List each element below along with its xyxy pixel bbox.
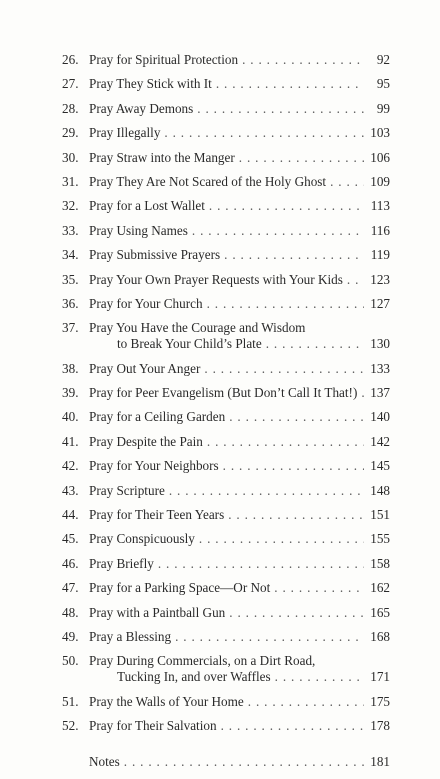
toc-entry (62, 409, 390, 425)
toc-entry-number: 31. (62, 173, 79, 189)
dot-leader (248, 694, 364, 710)
dot-leader (192, 223, 364, 239)
toc-entry (62, 101, 390, 117)
toc-entry-number: 43. (62, 482, 79, 498)
toc-notes-label: Notes (89, 754, 120, 770)
toc-entry (62, 531, 390, 547)
dot-leader (199, 531, 364, 547)
toc-entry-number: 40. (62, 409, 79, 425)
toc-entry (62, 718, 390, 734)
toc-entry-title: Pray Illegally (89, 125, 161, 141)
toc-entry-title: Pray Away Demons (89, 100, 194, 116)
dot-leader (209, 198, 364, 214)
toc-entry-number: 27. (62, 76, 79, 92)
toc-entry-title: Pray Submissive Prayers (89, 247, 221, 263)
toc-entry-title: Pray for Spiritual Protection (89, 52, 239, 67)
toc-entry-number: 39. (62, 385, 79, 401)
toc-entry (62, 629, 390, 645)
dot-leader (229, 605, 364, 621)
toc-entry-title: Pray for Their Teen Years (89, 507, 225, 523)
dot-leader (216, 76, 364, 92)
toc-entry-number: 28. (62, 100, 79, 116)
toc-entry (62, 296, 390, 312)
toc-entry-page: 168 (370, 628, 390, 644)
toc-entry-number: 29. (62, 125, 79, 141)
dot-leader (223, 458, 364, 474)
toc-entry (62, 76, 390, 92)
toc-entry-page: 109 (370, 173, 390, 189)
toc-entry (62, 223, 390, 239)
toc-entry-title: Pray Straw into the Manger (89, 149, 235, 165)
toc-entry (62, 320, 390, 352)
toc-entry-title: Pray Briefly (89, 555, 154, 571)
toc-entry-page: 151 (370, 507, 390, 523)
dot-leader (207, 296, 364, 312)
toc-entry-title: Pray for Your Neighbors (89, 458, 219, 474)
toc-entry-number: 51. (62, 693, 79, 709)
dot-leader (242, 52, 364, 68)
toc-entry-title: Pray They Are Not Scared of the Holy Ghost (89, 173, 327, 189)
toc-entry-number: 42. (62, 458, 79, 474)
toc-entry-number: 46. (62, 555, 79, 571)
toc-notes-page: 181 (370, 754, 390, 770)
toc-entry (62, 52, 390, 68)
toc-entry-title: Tucking In, and over Waffles (117, 669, 271, 685)
toc-entry (62, 272, 390, 288)
toc-entry-page: 119 (370, 247, 390, 263)
toc-entry (62, 361, 390, 377)
toc-entry-number: 26. (62, 52, 79, 67)
toc-entry (62, 198, 390, 214)
toc-entry-page: 92 (376, 52, 390, 67)
dot-leader (239, 150, 364, 166)
toc-entry (62, 385, 390, 401)
dot-leader (175, 629, 364, 645)
dot-leader (224, 247, 364, 263)
toc-entry-page: 99 (376, 100, 390, 116)
table-of-contents (62, 52, 390, 779)
toc-entry-title: Pray During Commercials, on a Dirt Road, (89, 653, 316, 669)
toc-entry-title: Pray for Peer Evangelism (But Don’t Call It That!) (89, 385, 358, 401)
toc-entry-number: 50. (62, 653, 79, 669)
toc-entry (62, 150, 390, 166)
toc-entry-title: to Break Your Child’s Plate (117, 336, 262, 352)
dot-leader (204, 361, 364, 377)
toc-entry-page: 137 (370, 385, 390, 401)
toc-entry (62, 507, 390, 523)
toc-entry-page: 133 (370, 360, 390, 376)
toc-entry-title: Pray Scripture (89, 482, 165, 498)
toc-entry-number: 30. (62, 149, 79, 165)
toc-entry (62, 458, 390, 474)
toc-entry-page: 175 (370, 693, 390, 709)
toc-entry-number: 47. (62, 580, 79, 596)
toc-entry-number: 36. (62, 295, 79, 311)
toc-entry-title: Pray Out Your Anger (89, 360, 201, 376)
toc-entry-title: Pray You Have the Courage and Wisdom (89, 320, 306, 336)
toc-entry-page: 130 (370, 336, 390, 352)
toc-entry-title: Pray They Stick with It (89, 76, 212, 92)
toc-entry-number: 49. (62, 628, 79, 644)
toc-entry-number: 52. (62, 718, 79, 734)
toc-entry (62, 174, 390, 190)
toc-entry-page: 178 (370, 718, 390, 734)
toc-entry-number: 44. (62, 507, 79, 523)
toc-entry (62, 434, 390, 450)
toc-entry-number: 48. (62, 604, 79, 620)
toc-entry-page: 95 (376, 76, 390, 92)
toc-entry-number: 35. (62, 271, 79, 287)
dot-leader (197, 101, 364, 117)
toc-entry (62, 653, 390, 685)
toc-entry-title: Pray with a Paintball Gun (89, 604, 226, 620)
toc-entry (62, 483, 390, 499)
toc-entry-number: 45. (62, 531, 79, 547)
toc-entry-title: Pray for Your Church (89, 295, 203, 311)
toc-entry-title: Pray for a Lost Wallet (89, 198, 205, 214)
toc-entry-page: 140 (370, 409, 390, 425)
dot-leader (347, 272, 364, 288)
toc-entry-page: 103 (370, 125, 390, 141)
toc-entry-page: 145 (370, 458, 390, 474)
dot-leader (266, 336, 364, 352)
toc-entry-title: Pray Your Own Prayer Requests with Your Kids (89, 271, 343, 287)
toc-entry (62, 580, 390, 596)
toc-entry-title: Pray Using Names (89, 222, 188, 238)
dot-leader (275, 669, 364, 685)
dot-leader (228, 507, 364, 523)
dot-leader (169, 483, 364, 499)
toc-entry-title: Pray for Their Salvation (89, 718, 217, 734)
toc-entry-page: 165 (370, 604, 390, 620)
dot-leader (158, 556, 364, 572)
toc-entry-page: 127 (370, 295, 390, 311)
dot-leader (229, 409, 364, 425)
toc-entry-page: 123 (370, 271, 390, 287)
toc-entry-number: 34. (62, 247, 79, 263)
toc-entry (62, 125, 390, 141)
toc-entry-page: 113 (370, 198, 390, 214)
dot-leader (274, 580, 364, 596)
toc-entry-page: 171 (370, 669, 390, 685)
toc-entry-number: 33. (62, 222, 79, 238)
toc-entry-page: 106 (370, 149, 390, 165)
dot-leader (124, 754, 364, 770)
dot-leader (207, 434, 364, 450)
toc-entry-title: Pray for a Parking Space—Or Not (89, 580, 271, 596)
dot-leader (164, 125, 364, 141)
toc-entry-page: 142 (370, 433, 390, 449)
toc-entry-page: 155 (370, 531, 390, 547)
toc-entry-title: Pray Despite the Pain (89, 433, 203, 449)
toc-entry-number: 37. (62, 320, 79, 336)
toc-notes-entry (62, 754, 390, 770)
toc-entry-page: 162 (370, 580, 390, 596)
dot-leader (221, 718, 364, 734)
toc-entry-title: Pray the Walls of Your Home (89, 693, 244, 709)
dot-leader (361, 385, 364, 401)
toc-entry-page: 148 (370, 482, 390, 498)
toc-entry (62, 694, 390, 710)
toc-entry-title: Pray for a Ceiling Garden (89, 409, 226, 425)
toc-entry-page: 116 (370, 222, 390, 238)
dot-leader (330, 174, 364, 190)
toc-entry (62, 556, 390, 572)
toc-entry-number: 38. (62, 360, 79, 376)
toc-entry-page: 158 (370, 555, 390, 571)
toc-entry-number: 32. (62, 198, 79, 214)
toc-entry (62, 605, 390, 621)
toc-entry-title: Pray Conspicuously (89, 531, 195, 547)
toc-entry-number: 41. (62, 433, 79, 449)
toc-entry (62, 247, 390, 263)
toc-entry-title: Pray a Blessing (89, 628, 172, 644)
